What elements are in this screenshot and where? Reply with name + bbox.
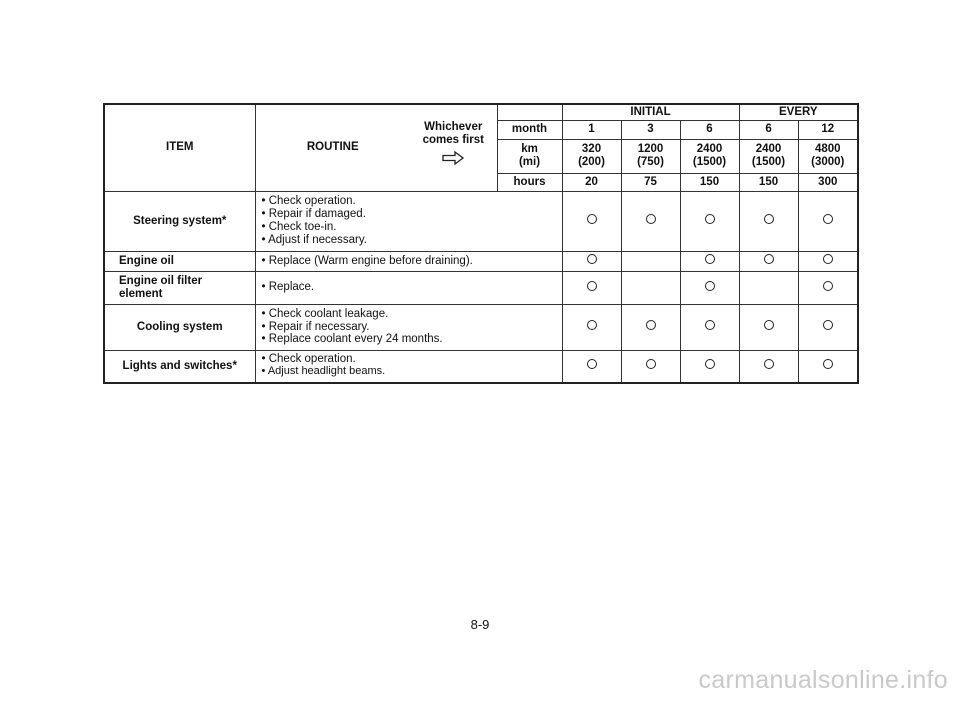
circle-mark-icon bbox=[705, 320, 715, 330]
maintenance-schedule-table bbox=[103, 103, 859, 384]
km-value: 2400 (1500) bbox=[680, 139, 739, 173]
circle-mark-icon bbox=[764, 320, 774, 330]
interval-cell bbox=[680, 271, 739, 304]
hours-value: 20 bbox=[562, 173, 621, 191]
interval-cell bbox=[739, 191, 798, 251]
circle-mark-icon bbox=[705, 214, 715, 224]
circle-mark-icon bbox=[705, 254, 715, 264]
circle-mark-icon bbox=[587, 254, 597, 264]
circle-mark-icon bbox=[587, 359, 597, 369]
interval-cell bbox=[798, 191, 858, 251]
circle-mark-icon bbox=[823, 214, 833, 224]
hours-value: 150 bbox=[680, 173, 739, 191]
circle-mark-icon bbox=[823, 320, 833, 330]
circle-mark-icon bbox=[705, 359, 715, 369]
interval-cell bbox=[621, 304, 680, 350]
item-label: Engine oil bbox=[104, 251, 255, 271]
interval-cell bbox=[562, 304, 621, 350]
watermark-text: carmanualsonline.info bbox=[698, 666, 948, 694]
circle-mark-icon bbox=[646, 320, 656, 330]
routine-text: • Replace. bbox=[255, 271, 497, 304]
header-item: ITEM bbox=[104, 104, 255, 191]
circle-mark-icon bbox=[764, 359, 774, 369]
table-row bbox=[104, 350, 858, 383]
interval-cell bbox=[680, 251, 739, 271]
label-month: month bbox=[497, 120, 562, 139]
header-every: EVERY bbox=[739, 104, 858, 120]
km-value: 320 (200) bbox=[562, 139, 621, 173]
hours-value: 300 bbox=[798, 173, 858, 191]
month-value: 3 bbox=[621, 120, 680, 139]
interval-cell bbox=[798, 350, 858, 383]
header-whichever bbox=[410, 104, 497, 191]
month-value: 1 bbox=[562, 120, 621, 139]
item-label: Lights and switches* bbox=[104, 350, 255, 383]
circle-mark-icon bbox=[705, 281, 715, 291]
circle-mark-icon bbox=[764, 254, 774, 264]
interval-cell bbox=[739, 304, 798, 350]
interval-cell bbox=[739, 271, 798, 304]
item-label: Engine oil filter element bbox=[104, 271, 255, 304]
interval-cell bbox=[562, 191, 621, 251]
km-value: 4800 (3000) bbox=[798, 139, 858, 173]
whichever-line-2: comes first bbox=[422, 133, 484, 146]
interval-cell bbox=[798, 251, 858, 271]
routine-text: • Replace (Warm engine before draining). bbox=[255, 251, 497, 271]
month-value: 6 bbox=[680, 120, 739, 139]
table-row bbox=[104, 271, 858, 304]
interval-cell bbox=[562, 271, 621, 304]
item-label: Steering system* bbox=[104, 191, 255, 251]
km-value: 2400 (1500) bbox=[739, 139, 798, 173]
interval-cell bbox=[621, 251, 680, 271]
label-mi-unit: (mi) bbox=[518, 156, 541, 168]
interval-cell bbox=[562, 350, 621, 383]
interval-cell bbox=[621, 191, 680, 251]
circle-mark-icon bbox=[823, 359, 833, 369]
page-number: 8-9 bbox=[470, 617, 490, 632]
label-km-unit: km bbox=[521, 143, 538, 156]
month-value: 6 bbox=[739, 120, 798, 139]
table-row bbox=[104, 251, 858, 271]
circle-mark-icon bbox=[587, 281, 597, 291]
interval-cell bbox=[621, 271, 680, 304]
routine-text: • Check operation. • Adjust headlight beams. bbox=[255, 350, 497, 383]
circle-mark-icon bbox=[764, 214, 774, 224]
circle-mark-icon bbox=[823, 281, 833, 291]
interval-cell bbox=[562, 251, 621, 271]
label-hours: hours bbox=[497, 173, 562, 191]
item-label: Cooling system bbox=[104, 304, 255, 350]
month-value: 12 bbox=[798, 120, 858, 139]
hours-value: 150 bbox=[739, 173, 798, 191]
label-km bbox=[497, 139, 562, 173]
right-arrow-icon bbox=[441, 151, 465, 165]
interval-cell bbox=[680, 350, 739, 383]
circle-mark-icon bbox=[646, 214, 656, 224]
km-value: 1200 (750) bbox=[621, 139, 680, 173]
interval-cell bbox=[680, 191, 739, 251]
circle-mark-icon bbox=[823, 254, 833, 264]
table-row bbox=[104, 191, 858, 251]
table-row bbox=[104, 304, 858, 350]
circle-mark-icon bbox=[646, 359, 656, 369]
header-routine: ROUTINE bbox=[255, 104, 410, 191]
interval-cell bbox=[739, 251, 798, 271]
routine-text: • Check coolant leakage. • Repair if necessary. • Replace coolant every 24 months. bbox=[255, 304, 497, 350]
header-initial: INITIAL bbox=[562, 104, 739, 120]
interval-cell bbox=[798, 304, 858, 350]
interval-cell bbox=[621, 350, 680, 383]
interval-cell bbox=[680, 304, 739, 350]
circle-mark-icon bbox=[587, 320, 597, 330]
whichever-line-1: Whichever bbox=[424, 121, 483, 133]
routine-text: • Check operation. • Repair if damaged. • Check toe-in. • Adjust if necessary. bbox=[255, 191, 497, 251]
interval-cell bbox=[798, 271, 858, 304]
hours-value: 75 bbox=[621, 173, 680, 191]
circle-mark-icon bbox=[587, 214, 597, 224]
interval-cell bbox=[739, 350, 798, 383]
